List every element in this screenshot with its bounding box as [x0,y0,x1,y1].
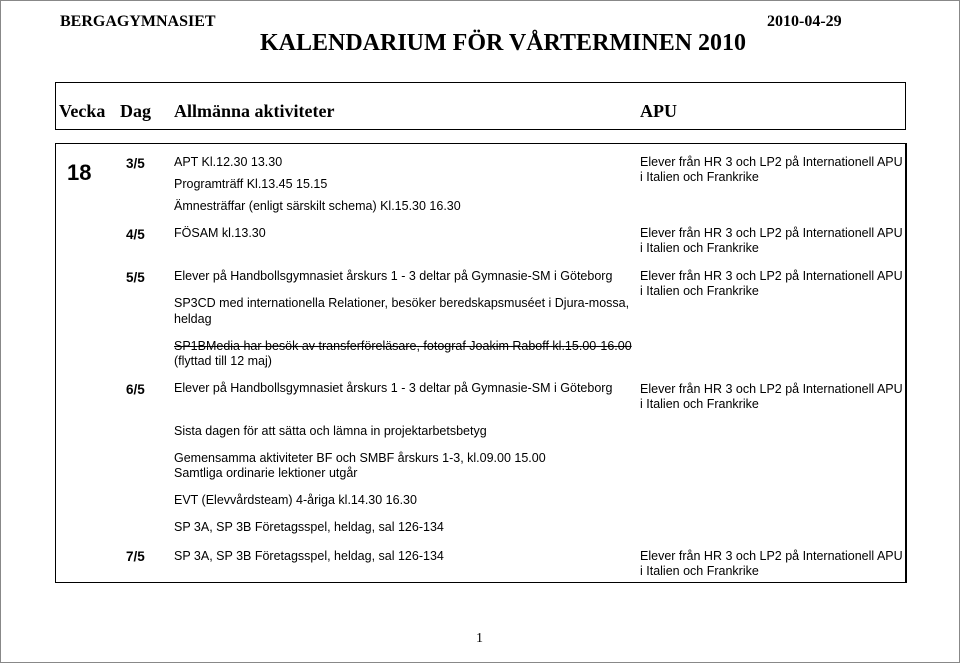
activity-line: SP 3A, SP 3B Företagsspel, heldag, sal 126-134 [174,520,444,534]
apu-line: Elever från HR 3 och LP2 på Internationell APU [640,155,903,169]
activity-line: EVT (Elevvårdsteam) 4-åriga kl.14.30 16.30 [174,493,417,507]
activity-line: APT Kl.12.30 13.30 [174,155,283,169]
apu-line: Elever från HR 3 och LP2 på Internationell APU [640,226,903,240]
week-number: 18 [67,160,92,185]
column-header-apu: APU [640,101,677,121]
activity-line: FÖSAM kl.13.30 [174,226,266,240]
apu-line: i Italien och Frankrike [640,241,759,255]
apu-line: Elever från HR 3 och LP2 på Internationell APU [640,382,903,396]
apu-line: Elever från HR 3 och LP2 på Internationell APU [640,549,903,563]
page-title: KALENDARIUM FÖR VÅRTERMINEN 2010 [260,30,747,56]
day-label: 3/5 [126,156,145,171]
activity-line: Gemensamma aktiviteter BF och SMBF årskurs 1-3, kl.09.00 15.00 [174,451,546,465]
apu-line: i Italien och Frankrike [640,564,759,578]
activity-line: SP3CD med internationella Relationer, besöker beredskapsmuséet i Djura-mossa, [174,296,630,310]
activity-line: Elever på Handbollsgymnasiet årskurs 1 - 3 deltar på Gymnasie-SM i Göteborg [174,381,613,395]
apu-line: i Italien och Frankrike [640,397,759,411]
day-label: 7/5 [126,549,145,564]
column-header-general: Allmänna aktiviteter [174,101,335,121]
activity-line: Elever på Handbollsgymnasiet årskurs 1 - 3 deltar på Gymnasie-SM i Göteborg [174,269,613,283]
day-label: 6/5 [126,382,145,397]
apu-line: i Italien och Frankrike [640,170,759,184]
activity-line: Sista dagen för att sätta och lämna in projektarbetsbetyg [174,424,487,438]
activity-line: Programträff Kl.13.45 15.15 [174,177,328,191]
apu-line: i Italien och Frankrike [640,284,759,298]
column-header-week: Vecka [59,101,106,121]
activity-line: Samtliga ordinarie lektioner utgår [174,466,358,480]
day-label: 4/5 [126,227,145,242]
activity-line: heldag [174,312,212,326]
page-number: 1 [476,631,483,646]
column-header-day: Dag [120,101,151,121]
cancelled-activity-line: SP1BMedia har besök av transferföreläsare, fotograf Joakim Raboff kl.15.00-16.00 [174,339,632,353]
apu-line: Elever från HR 3 och LP2 på Internationell APU [640,269,903,283]
activity-line: (flyttad till 12 maj) [174,354,272,368]
activity-line: Ämnesträffar (enligt särskilt schema) Kl.15.30 16.30 [174,199,461,213]
school-name: BERGAGYMNASIET [60,13,216,30]
activity-line: SP 3A, SP 3B Företagsspel, heldag, sal 126-134 [174,549,444,563]
table-right-edge [906,143,907,583]
document-date: 2010-04-29 [767,13,842,30]
day-label: 5/5 [126,270,145,285]
